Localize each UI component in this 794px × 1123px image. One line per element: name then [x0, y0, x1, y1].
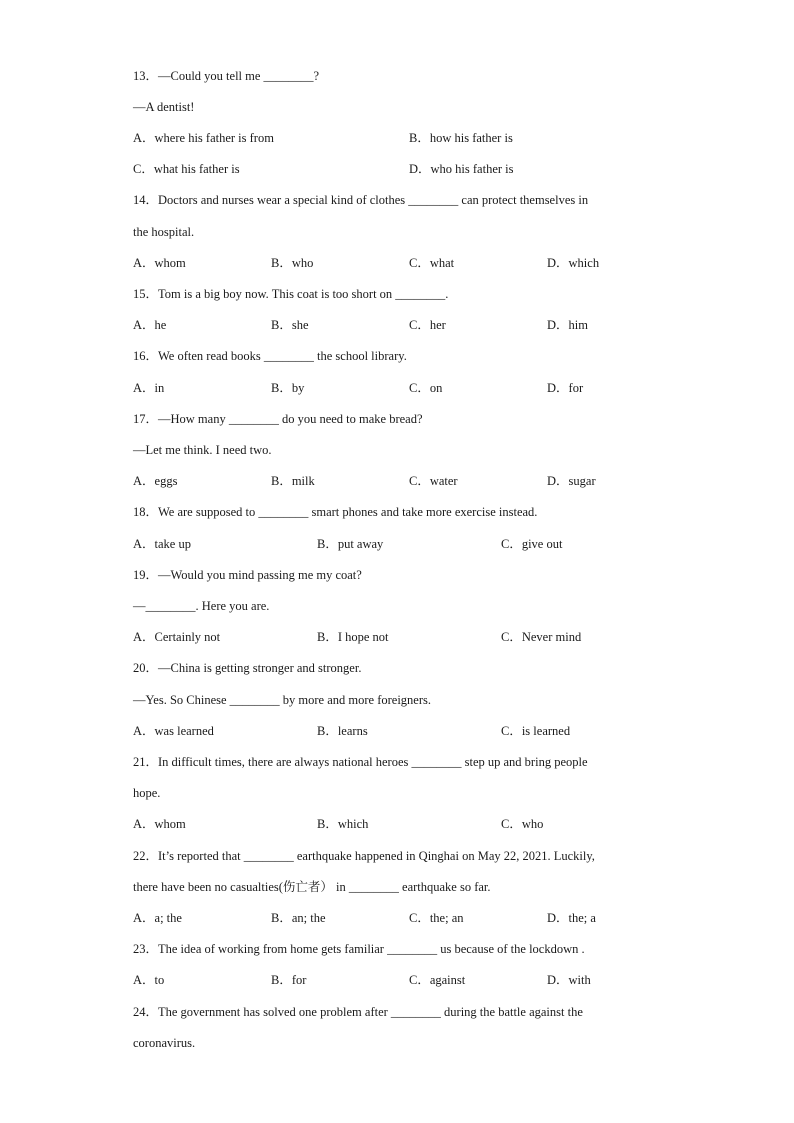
question-17-stem: 17．—How many ________ do you need to make bread?	[133, 412, 423, 426]
q22-option-c[interactable]: C．the; an	[409, 911, 464, 925]
question-20-stem: 20．—China is getting stronger and stronger.	[133, 661, 362, 675]
q18-option-b[interactable]: B．put away	[317, 537, 384, 551]
q15-option-a[interactable]: A．he	[133, 318, 167, 332]
q14-option-b[interactable]: B．who	[271, 256, 314, 270]
q19-option-c[interactable]: C．Never mind	[501, 630, 582, 644]
q16-option-c[interactable]: C．on	[409, 381, 443, 395]
question-19-reply: —________. Here you are.	[133, 599, 270, 613]
q13-option-b[interactable]: B．how his father is	[409, 131, 513, 145]
question-13-reply: —A dentist!	[133, 100, 195, 114]
q23-option-a[interactable]: A．to	[133, 973, 165, 987]
question-24-stem: 24．The government has solved one problem after ________ during the battle against the	[133, 1005, 583, 1019]
question-21-stem: 21．In difficult times, there are always national heroes ________ step up and bring people	[133, 755, 588, 769]
question-21-stem-cont: hope.	[133, 786, 161, 800]
q15-option-c[interactable]: C．her	[409, 318, 446, 332]
q13-option-c[interactable]: C．what his father is	[133, 162, 240, 176]
question-17-reply: —Let me think. I need two.	[133, 443, 272, 457]
question-23-stem: 23．The idea of working from home gets familiar ________ us because of the lockdown .	[133, 942, 585, 956]
q22-option-d[interactable]: D．the; a	[547, 911, 596, 925]
q17-option-d[interactable]: D．sugar	[547, 474, 596, 488]
question-22-stem: 22．It’s reported that ________ earthquake happened in Qinghai on May 22, 2021. Luckily,	[133, 849, 595, 863]
q15-option-d[interactable]: D．him	[547, 318, 588, 332]
q20-option-a[interactable]: A．was learned	[133, 724, 214, 738]
q17-option-a[interactable]: A．eggs	[133, 474, 178, 488]
question-15-stem: 15．Tom is a big boy now. This coat is too short on ________.	[133, 287, 449, 301]
q23-option-c[interactable]: C．against	[409, 973, 466, 987]
q13-option-a[interactable]: A．where his father is from	[133, 131, 274, 145]
q16-option-d[interactable]: D．for	[547, 381, 584, 395]
q18-option-c[interactable]: C．give out	[501, 537, 563, 551]
question-22-stem-cont: there have been no casualties(伤亡者） in ________ earthquake so far.	[133, 880, 491, 894]
q22-option-a[interactable]: A．a; the	[133, 911, 182, 925]
question-18-stem: 18．We are supposed to ________ smart phones and take more exercise instead.	[133, 505, 538, 519]
q20-option-b[interactable]: B．learns	[317, 724, 368, 738]
q21-option-a[interactable]: A．whom	[133, 817, 186, 831]
q17-option-c[interactable]: C．water	[409, 474, 458, 488]
q14-option-d[interactable]: D．which	[547, 256, 600, 270]
q16-option-a[interactable]: A．in	[133, 381, 165, 395]
question-19-stem: 19．—Would you mind passing me my coat?	[133, 568, 362, 582]
q19-option-a[interactable]: A．Certainly not	[133, 630, 221, 644]
q14-option-a[interactable]: A．whom	[133, 256, 186, 270]
q18-option-a[interactable]: A．take up	[133, 537, 191, 551]
q16-option-b[interactable]: B．by	[271, 381, 305, 395]
q23-option-b[interactable]: B．for	[271, 973, 307, 987]
question-20-reply: —Yes. So Chinese ________ by more and more foreigners.	[133, 693, 431, 707]
question-24-stem-cont: coronavirus.	[133, 1036, 196, 1050]
question-14-stem-cont: the hospital.	[133, 225, 195, 239]
q22-option-b[interactable]: B．an; the	[271, 911, 326, 925]
q20-option-c[interactable]: C．is learned	[501, 724, 571, 738]
question-13-stem: 13．—Could you tell me ________?	[133, 69, 320, 83]
q15-option-b[interactable]: B．she	[271, 318, 309, 332]
q21-option-c[interactable]: C．who	[501, 817, 544, 831]
question-14-stem: 14．Doctors and nurses wear a special kind of clothes ________ can protect themselves in	[133, 193, 589, 207]
question-16-stem: 16．We often read books ________ the school library.	[133, 349, 407, 363]
q23-option-d[interactable]: D．with	[547, 973, 591, 987]
q14-option-c[interactable]: C．what	[409, 256, 455, 270]
q21-option-b[interactable]: B．which	[317, 817, 369, 831]
q19-option-b[interactable]: B．I hope not	[317, 630, 389, 644]
q13-option-d[interactable]: D．who his father is	[409, 162, 514, 176]
q17-option-b[interactable]: B．milk	[271, 474, 315, 488]
